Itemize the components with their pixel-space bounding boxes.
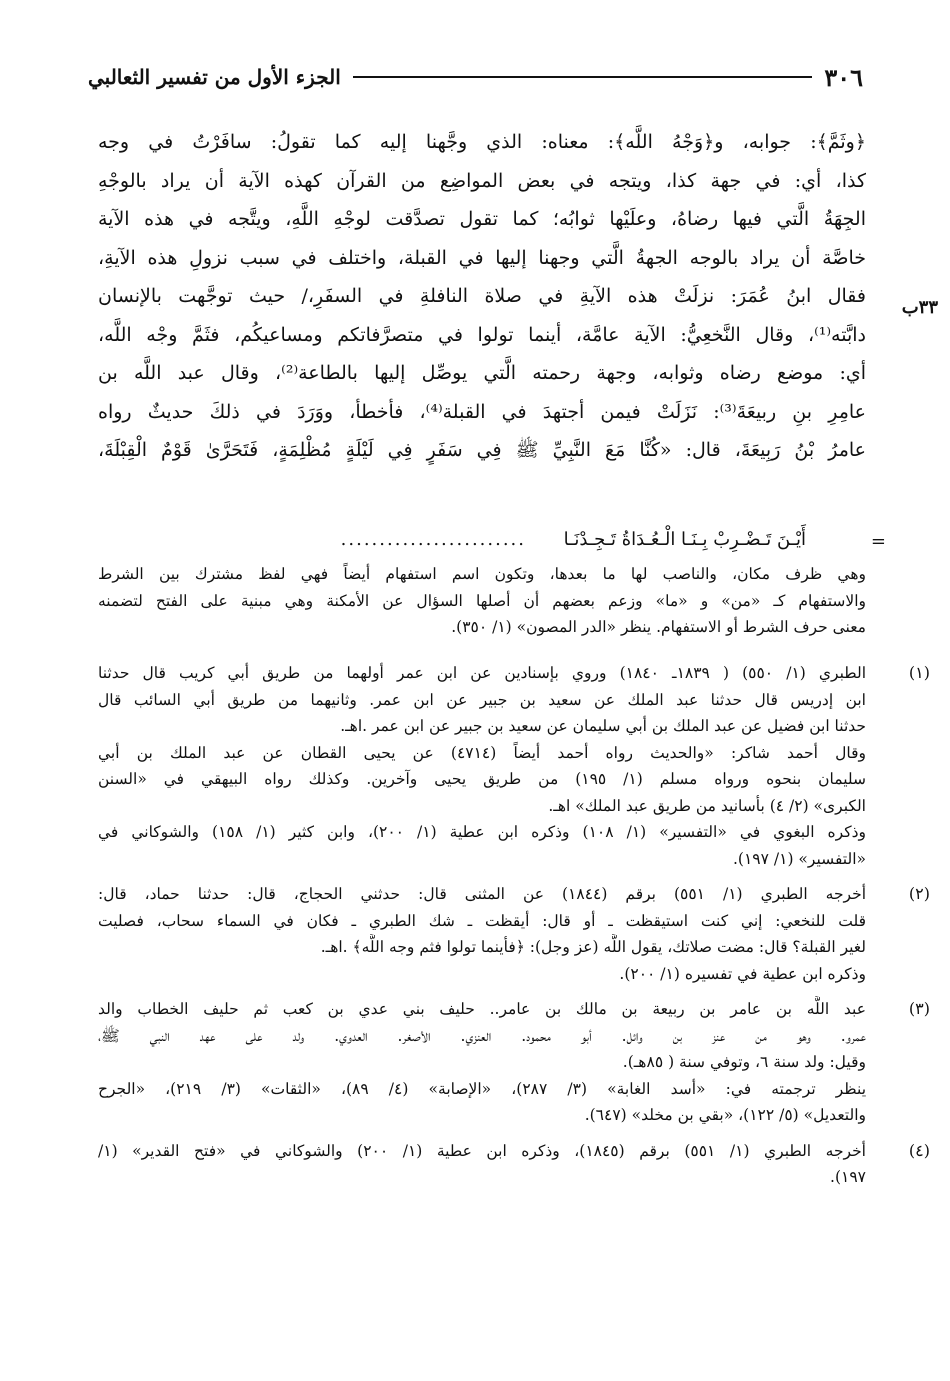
footnote-number: (١) <box>908 663 930 682</box>
running-title: الجزء الأول من تفسير الثعالبي <box>88 65 341 89</box>
main-line: كذا، أي: في جهة كذا، ويتجه في بعض المواضِع من القرآن كهذه الآية أن يراد بالوجْهِ <box>98 169 866 192</box>
main-line: الجِهَةُ الَّتي فيها رضاهُ، وعلَيْها ثوابُه؛ كما تقول تصدَّقت لوجْهِ اللَّهِ، ويتَّجه في هذه الآية <box>98 208 866 230</box>
footnote-line: والتعديل» (٥/ ١٢٢)، «بقي بن مخلد» (٦٤٧). <box>584 1106 866 1124</box>
main-line: عامِرِ بنِ ربيعَةَ⁽³⁾: نَزَلَتْ فيمن أجتهدَ في القبلة⁽⁴⁾، فأخطأ، ووَرَدَ في ذلكَ حديثٌ رواه <box>98 400 866 423</box>
header-rule <box>353 76 813 78</box>
footnote-line: قلت للنخعي: إني كنت استيقظت ـ أو قال: أيقظت ـ شك الطبري ـ فكان في السماء سحاب، فصليت <box>98 911 866 930</box>
continuation-marker: = <box>870 531 886 552</box>
footnote-line: ابن إدريس قال حدثنا عبد الملك عن سعيد بن جبير عن ابن عمر. وثانيهما من طريق أبي السائب قال <box>98 690 866 709</box>
footnote-number: (٢) <box>908 884 930 903</box>
verse-ellipsis: ........................ <box>340 529 526 550</box>
footnote-line: أخرجه الطبري (١/ ٥٥١) برقم (١٨٤٥)، وذكره ابن عطية (١/ ٢٠٠) والشوكاني في «فتح القدير» (١/ <box>98 1141 866 1160</box>
main-line: دابَّته⁽¹⁾، وقال النَّخعِيُّ: الآية عامَّة، أينما تولوا في متصرَّفاتكم ومساعيكُم، فثَمَّ وجْه اللَّه، <box>98 323 866 346</box>
footnote-line: ١٩٧). <box>830 1168 866 1186</box>
main-line: خاصَّة أن يراد بالوجه الجهةُ الَّتي وجهنا إليها في القبلة، واختلف في سبب نزولِ هذه الآيةِ، <box>98 246 866 269</box>
footnote-line: وقيل: ولد سنة ٦، وتوفي سنة ( ٨٥هـ). <box>622 1053 866 1071</box>
footnote-line: معنى حرف الشرط أو الاستفهام. ينظر «الدر المصون» (١/ ٣٥٠). <box>451 618 866 636</box>
main-line: عامرُ بْنُ رَبِيعَةَ، قال: «كُنَّا مَعَ النَّبِيِّ ﷺ فِي سَفَرٍ فِي لَيْلَةٍ مُظْلِمَةٍ، فَتَحَرَّىٰ قَوْمٌ الْقِبْلَةَ، <box>98 439 866 461</box>
footnote-line: وقال أحمد شاكر: «والحديث رواه أحمد أيضاً (٤٧١٤) عن يحيى القطان عن عبد الملك بن أبي <box>98 743 866 762</box>
running-header <box>88 60 863 94</box>
footnote-2 <box>98 881 930 987</box>
footnote-number: (٣) <box>908 999 930 1018</box>
manuscript-folio-note: ٣٣ب <box>901 297 938 318</box>
footnote-line: «التفسير» (١/ ١٩٧). <box>733 849 866 868</box>
main-text <box>98 123 866 470</box>
footnote-line: ينظر ترجمته في: «أسد الغابة» (٣/ ٢٨٧)، «الإصابة» (٤/ ٨٩)، «الثقات» (٣/ ٢١٩)، «الجرح <box>98 1079 866 1098</box>
footnote-line: الطبري (١/ ٥٥٠) ( ١٨٣٩ـ ١٨٤٠) وروي بإسنادين عن ابن عمر أولهما من طريق أبي كريب قال حدثنا <box>98 664 866 682</box>
footnote-line: حدثنا ابن فضيل عن عبد الملك بن أبي سليمان عن سعيد بن جبير عن ابن عمر .اهـ. <box>340 717 866 735</box>
footnote-line: والاستفهام كـ «من» و «ما» وزعم بعضهم أن أصلها السؤال عن الأمكنة وهي مبنية على الفتح لتضمنه <box>98 591 866 610</box>
footnote-line: لغير القبلة؟ قال: مضت صلاتك، يقول اللَّه (عز وجل): ﴿فأينما تولوا فثم وجه اللَّه﴾ .اهـ. <box>320 938 866 956</box>
footnote-4 <box>98 1138 930 1191</box>
footnote-line: أخرجه الطبري (١/ ٥٥١) برقم (١٨٤٤) عن المثنى قال: حدثني الحجاج، قال: حدثنا حماد، قال: <box>98 885 866 903</box>
footnote-number: (٤) <box>908 1140 930 1160</box>
page-number: ٣٠٦ <box>824 62 863 92</box>
footnote-line: وذكره ابن عطية في تفسيره (١/ ٢٠٠). <box>619 964 866 983</box>
verse-row <box>98 527 886 561</box>
footnote-line: عبد اللَّه بن عامر بن ربيعة بن مالك بن عامر.. حليف بني عدي بن كعب ثم حليف الخطاب والد <box>98 1000 866 1018</box>
footnote-continuation <box>98 527 886 641</box>
footnote-line: عمرو. وهو من عنز بن وائل. أبو محمود. العنزي. الأصغر. العدوي. ولد على عهد النبي ﷺ، <box>98 1026 866 1045</box>
footnote-line: الكبرى» (٢/ ٤) بأسانيد من طريق عبد الملك» اهـ. <box>548 796 866 815</box>
poetry-verse: أَيْـنَ تَـضْـرِبْ بِـنَـا الْـعُـدَاةُ تَـجِـدْنَـا <box>563 529 806 550</box>
footnotes <box>98 660 930 1200</box>
main-line: ﴿وثَمَّ﴾: جوابه، و﴿وَجْهُ اللَّه﴾: معناه: الذي وجَّهنا إليه كما تقولُ: سافَرْتُ في وجه <box>98 131 866 153</box>
main-line: فقال ابنُ عُمَرَ: نزلَتْ هذه الآيةِ في صلاة النافلةِ في السفَرِ،/ حيث توجَّهت بالإنسان <box>98 285 866 307</box>
footnote-line: وذكره البغوي في «التفسير» (١/ ١٠٨) وذكره ابن عطية (١/ ٢٠٠)، وابن كثير (١/ ١٥٨) والشوكاني في <box>98 823 866 841</box>
main-line: أي: موضع رضاه وثوابه، وجهة رحمته الَّتي يوصِّل إليها بالطاعة⁽²⁾، وقال عبد اللَّه بن <box>98 362 866 384</box>
footnote-line: سليمان بنحوه ورواه مسلم (١/ ١٩٥) من طريق يحيى وآخرين. وكذلك رواه البيهقي في «السنن <box>98 770 866 788</box>
footnote-3 <box>98 996 930 1129</box>
footnote-line: وهي ظرف مكان، والناصب لها ما بعدها، وتكون اسم استفهام أيضاً فهي لفظ مشترك بين الشرط <box>98 565 866 583</box>
footnote-1 <box>98 660 930 872</box>
